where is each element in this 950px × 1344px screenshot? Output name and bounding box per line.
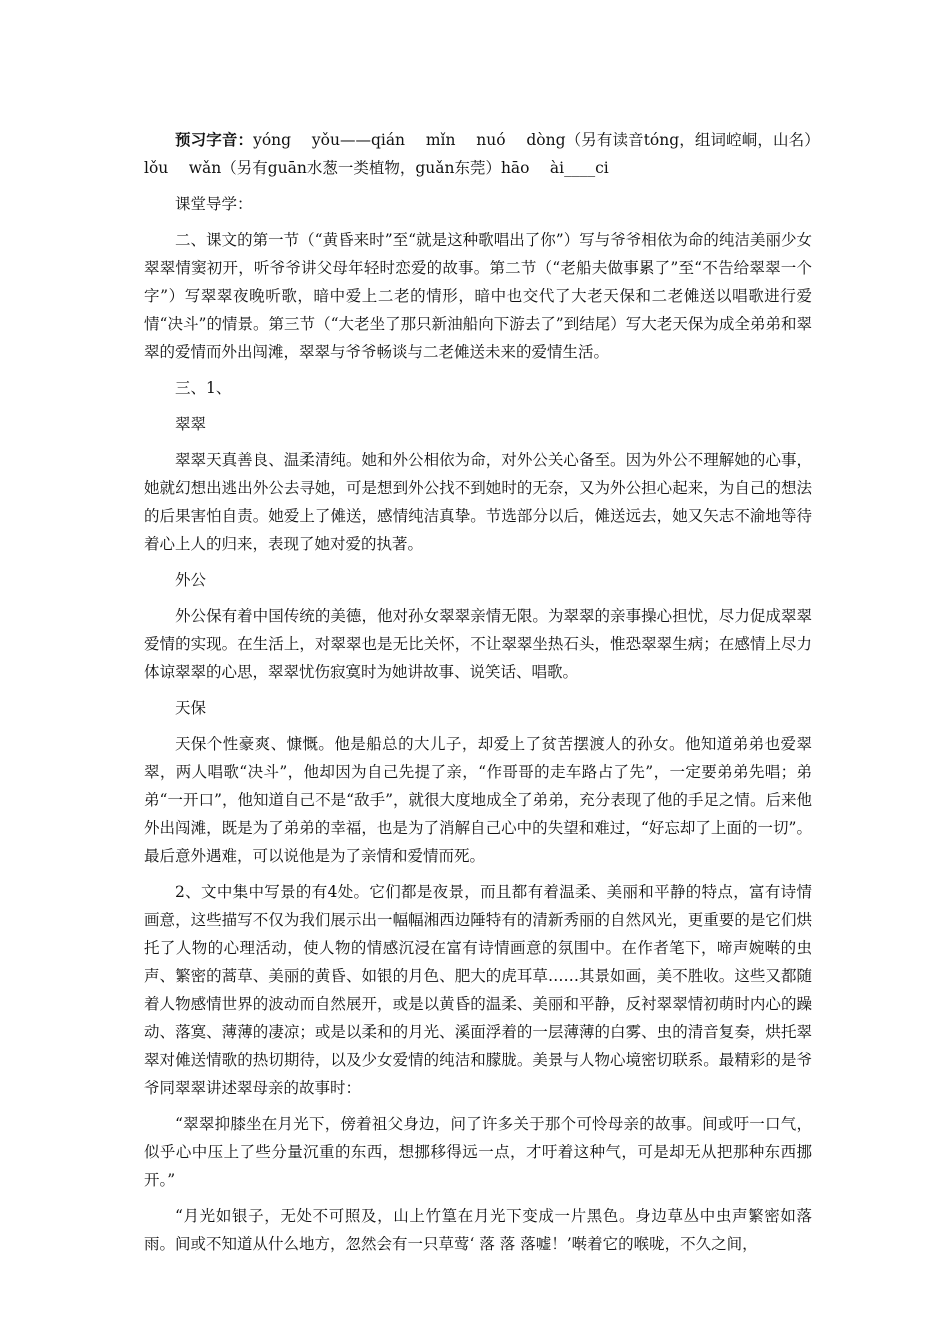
quote-paragraph-1: “翠翠抑膝坐在月光下，傍着祖父身边，问了许多关于那个可怜母亲的故事。间或吁一口气，似乎心中压上了些分量沉重的东西，想挪移得远一点，才吁着这种气，可是却无从把那种东西挪开。”: [144, 1115, 812, 1189]
preview-text: yóng yǒu——qián mǐn nuó dòng（另有读音tóng，组词崆峒，山名）lǒu wǎn（另有guān水葱一类植物，guǎn东莞）hāo ài____ci: [144, 131, 812, 177]
character-desc-cuicui: 翠翠天真善良、温柔清纯。她和外公相依为命，对外公关心备至。因为外公不理解她的心事，她就幻想出逃出外公去寻她，可是想到外公找不到她时的无奈，又为外公担心起来，为自己的想法的后果害怕自责。她爱上了傩送，感情纯洁真挚。节选部分以后，傩送远去，她又矢志不渝地等待着心上人的归来，表现了她对爱的执著。: [144, 451, 812, 553]
character-desc-grandpa: 外公保有着中国传统的美德，他对孙女翠翠亲情无限。为翠翠的亲事操心担忧，尽力促成翠翠爱情的实现。在生活上，对翠翠也是无比关怀，不让翠翠坐热石头，惟恐翠翠生病；在感情上尽力体谅翠翠的心思，翠翠忧伤寂寞时为她讲故事、说笑话、唱歌。: [144, 607, 812, 681]
guide-title: 课堂导学：: [175, 195, 253, 213]
preview-paragraph: [144, 126, 812, 182]
quote-paragraph-2: “月光如银子，无处不可照及，山上竹篁在月光下变成一片黑色。身边草丛中虫声繁密如落雨。间或不知道从什么地方，忽然会有一只草莺‘ 落 落 落嘘！’啭着它的喉咙，不久之间，: [144, 1207, 812, 1253]
section3-heading: 三、1、: [175, 379, 232, 397]
preview-label: 预习字音：: [175, 130, 254, 149]
character-name-cuicui: 翠翠: [175, 415, 207, 433]
document-page: [144, 126, 812, 1258]
character-desc-tianbao: 天保个性豪爽、慷慨。他是船总的大儿子，却爱上了贫苦摆渡人的孙女。他知道弟弟也爱翠翠，两人唱歌“决斗”，他却因为自己先提了亲，“作哥哥的走车路占了先”，一定要弟弟先唱；弟弟“一开口”，他知道自己不是“敌手”，就很大度地成全了弟弟，充分表现了他的手足之情。后来他外出闯滩，既是为了弟弟的幸福，也是为了消解自己心中的失望和难过，“好忘却了上面的一切”。最后意外遇难，可以说他是为了亲情和爱情而死。: [144, 735, 812, 865]
scenery-paragraph: 2、文中集中写景的有4处。它们都是夜景，而且都有着温柔、美丽和平静的特点，富有诗情画意，这些描写不仅为我们展示出一幅幅湘西边陲特有的清新秀丽的自然风光，更重要的是它们烘托了人物的心理活动，使人物的情感沉浸在富有诗情画意的氛围中。在作者笔下，啼声婉啭的虫声、繁密的蒿草、美丽的黄昏、如银的月色、肥大的虎耳草……其景如画，美不胜收。这些又都随着人物感情世界的波动而自然展开，或是以黄昏的温柔、美丽和平静，反衬翠翠情初萌时内心的躁动、落寞、薄薄的凄凉；或是以柔和的月光、溪面浮着的一层薄薄的白雾、虫的清音复奏，烘托翠翠对傩送情歌的热切期待，以及少女爱情的纯洁和朦胧。美景与人物心境密切联系。最精彩的是爷爷同翠翠讲述翠母亲的故事时：: [144, 883, 812, 1097]
character-name-grandpa: 外公: [175, 571, 207, 589]
character-name-tianbao: 天保: [175, 699, 207, 717]
section2-paragraph: 二、课文的第一节（“黄昏来时”至“就是这种歌唱出了你”）写与爷爷相依为命的纯洁美丽少女翠翠情窦初开，听爷爷讲父母年轻时恋爱的故事。第二节（“老船夫做事累了”至“不告给翠翠一个字”）写翠翠夜晚听歌，暗中爱上二老的情形，暗中也交代了大老天保和二老傩送以唱歌进行爱情“决斗”的情景。第三节（“大老坐了那只新油船向下游去了”到结尾）写大老天保为成全弟弟和翠翠的爱情而外出闯滩，翠翠与爷爷畅谈与二老傩送未来的爱情生活。: [144, 231, 812, 361]
